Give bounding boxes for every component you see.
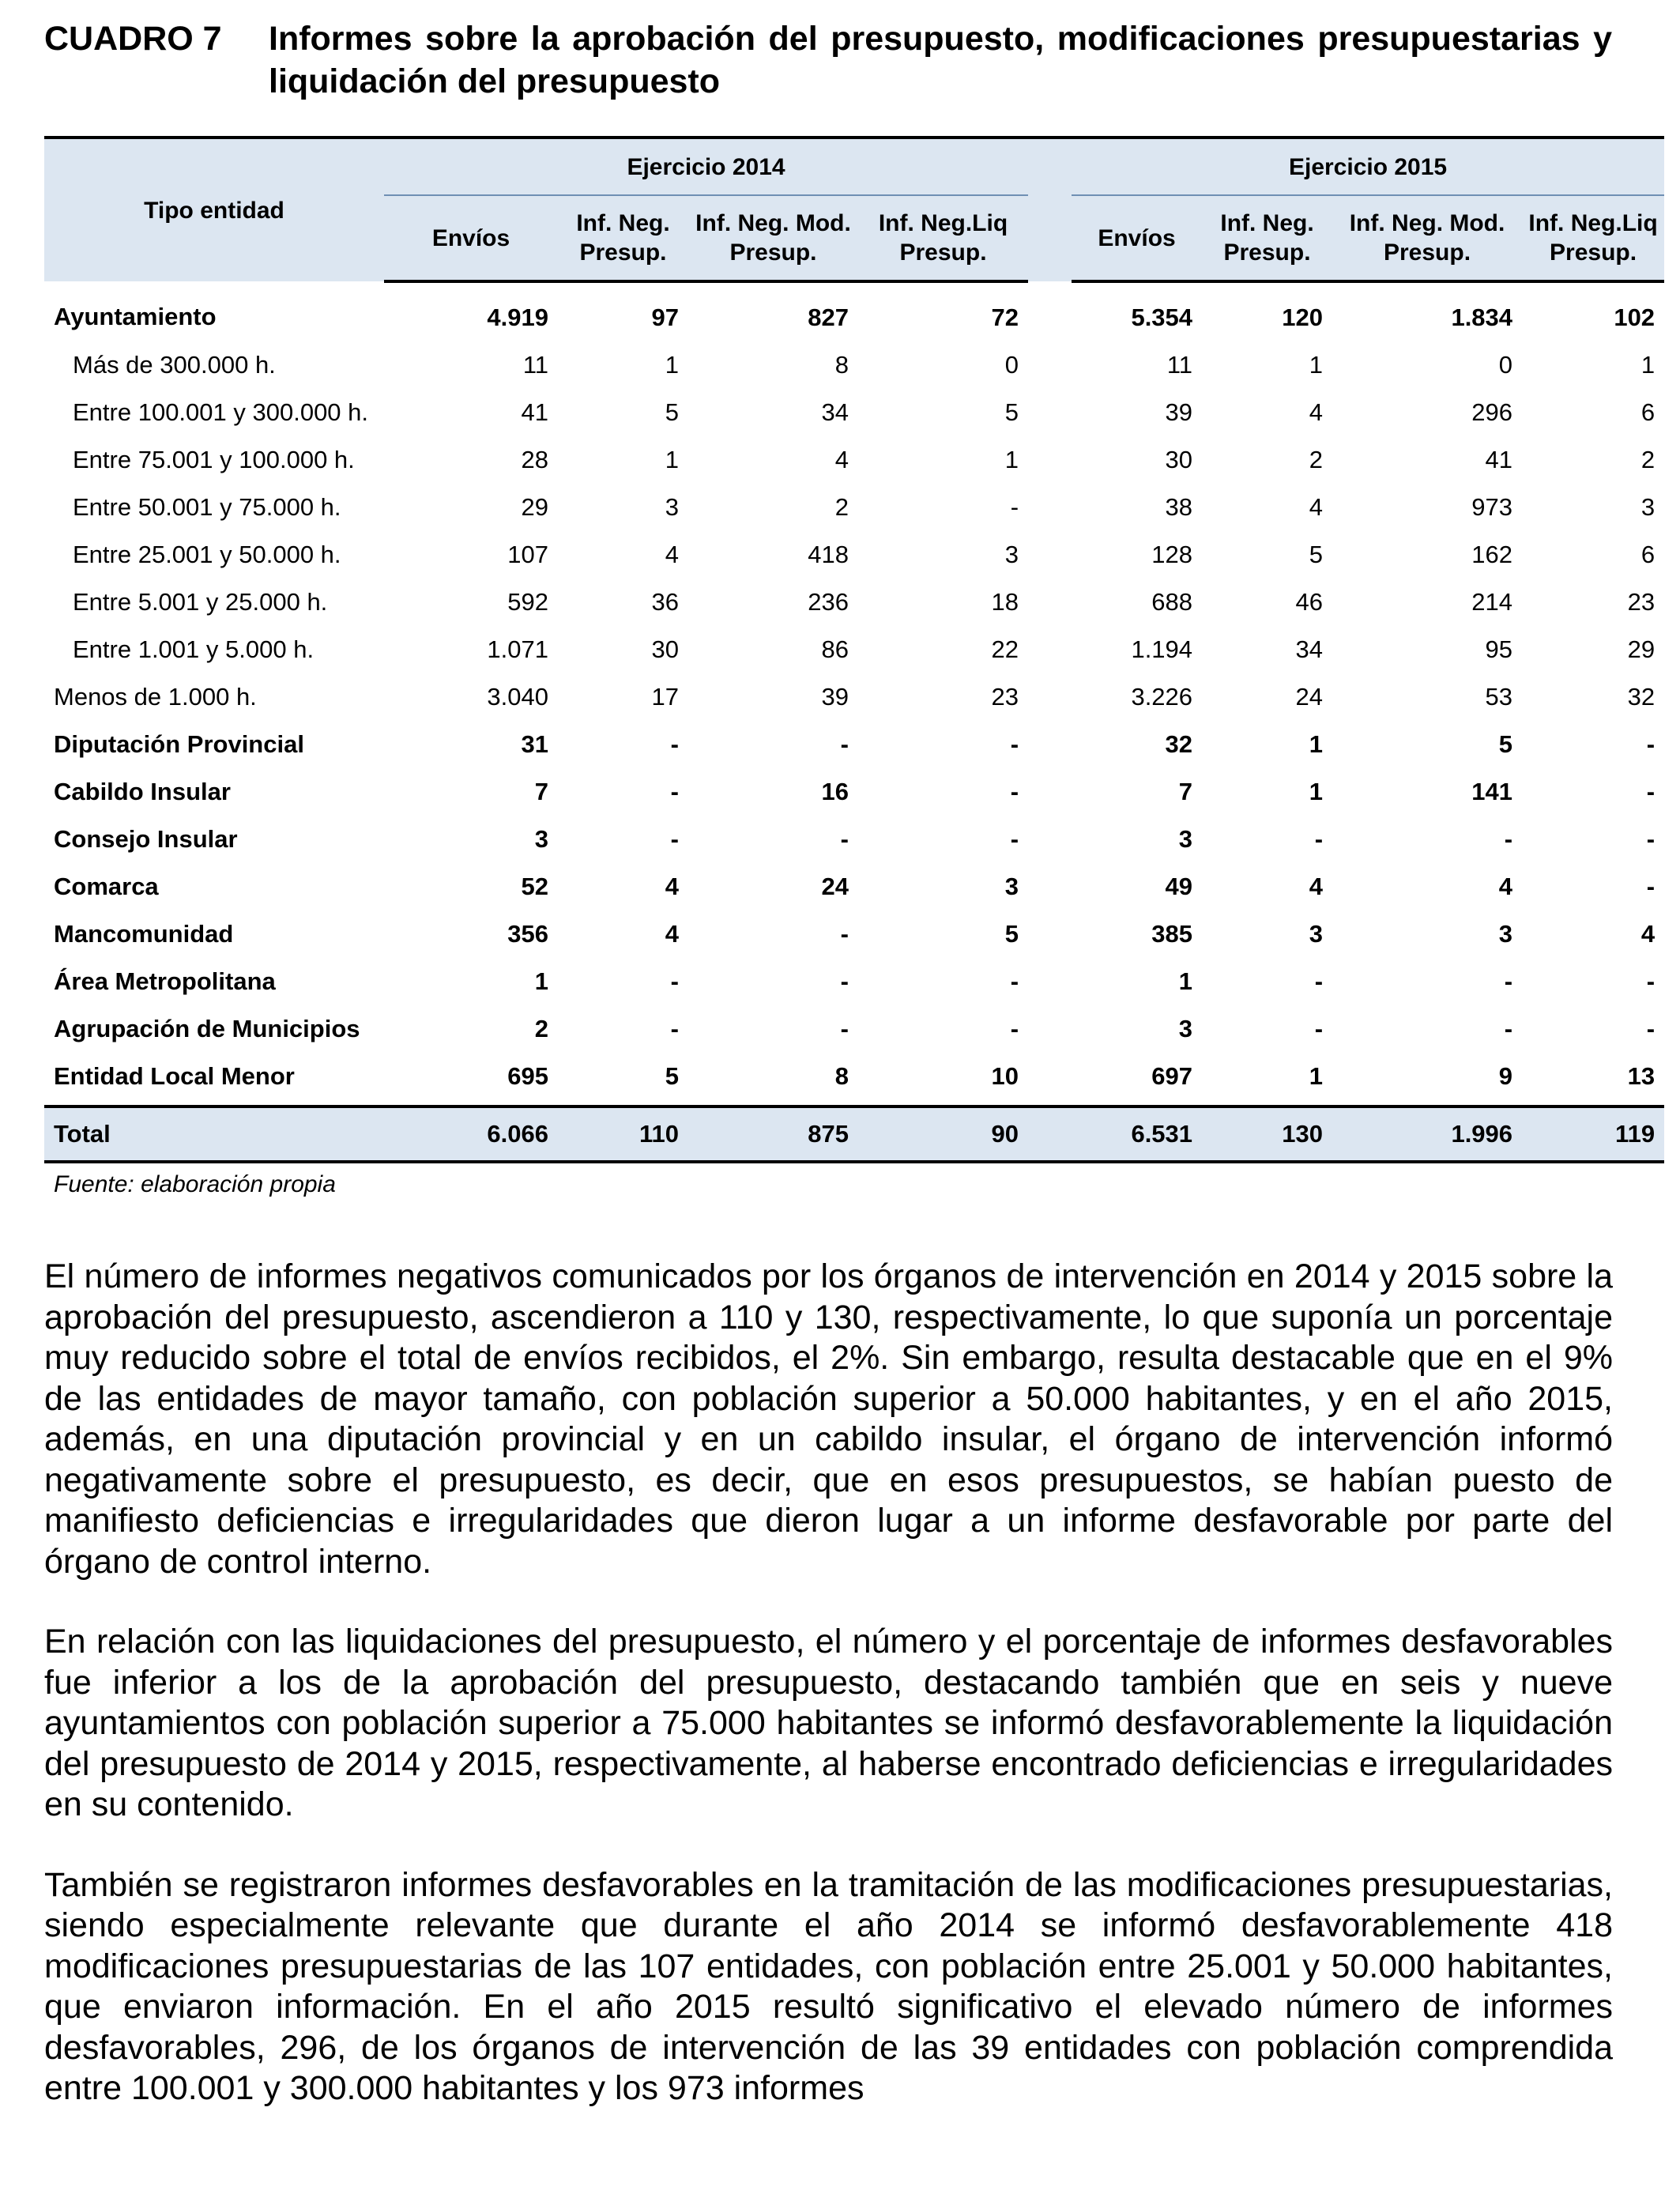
col-header-inf-neg-presup-2015: Inf. Neg. Presup. [1202,195,1332,281]
cell-2015: 973 [1471,493,1513,521]
cell-2014: 72 [991,303,1019,331]
cell-2014: 8 [834,351,849,379]
cell-2014: 236 [808,588,849,616]
group-spacer [1028,958,1072,1005]
total-cell: 110 [558,1106,688,1162]
cell-2015: 6 [1640,398,1656,426]
total-cell: 1.996 [1332,1106,1522,1162]
cell-2015: 53 [1485,683,1513,711]
cell-2014: - [1010,493,1019,521]
cell-2015: 3 [1178,825,1193,853]
cell-2015: - [1314,967,1324,995]
cell-2014: - [1010,825,1019,853]
cell-2014: 4 [834,446,849,473]
group-spacer [1028,281,1072,341]
cell-2014: 11 [522,351,548,379]
cell-2014: 5 [665,398,679,426]
cell-2014: 5 [1004,920,1019,948]
cell-2014: - [670,778,679,805]
cell-2015: 30 [1165,446,1193,473]
cell-2014: 2 [834,493,849,521]
group-spacer [1028,1106,1072,1162]
row-label: Entre 75.001 y 100.000 h. [73,446,355,473]
group-header-2015: Ejercicio 2015 [1072,138,1664,195]
group-spacer [1028,531,1072,579]
cell-2015: 13 [1522,1053,1664,1106]
table-row [44,484,1664,531]
table-heading [44,17,1664,103]
cell-2014: 10 [858,1053,1028,1106]
cell-2015: 32 [1165,730,1193,758]
cell-2015: 1.194 [1131,635,1193,663]
row-label: Entidad Local Menor [44,1053,384,1106]
cell-2015: 1.834 [1451,303,1513,331]
cell-2015: 3 [1178,1015,1193,1042]
cell-2015: 1 [1309,778,1324,805]
table-row [44,910,1664,958]
group-spacer [1028,341,1072,389]
cell-2015: 5 [1498,730,1513,758]
cell-2014: 52 [521,873,548,900]
total-cell: 6.531 [1072,1106,1202,1162]
cell-2015: 4 [1640,920,1656,948]
cell-2015: 49 [1165,873,1193,900]
cell-2014: - [840,920,849,948]
cell-2014: 4 [665,920,679,948]
cell-2015: 3.226 [1131,683,1193,711]
cell-2015: 4 [1309,493,1324,521]
cell-2015: 1 [1309,351,1324,379]
cell-2014: 107 [507,541,548,568]
cell-2014: 28 [521,446,548,473]
col-header-inf-neg-presup-2014: Inf. Neg. Presup. [558,195,688,281]
cell-2014: 3.040 [487,683,548,711]
paragraph: En relación con las liquidaciones del presupuesto, el número y el porcentaje de informes desfavorables fue inferior a los de la aprobación del presupuesto, destacando también que en seis y nueve ayuntamientos con población superior a 75.000 habitantes se informó desfavorablemente la liquidación del presupuesto de 2014 y 2015, respectivamente, al haberse encontrado deficiencias e irregularidades en su contenido. [44,1623,1613,1823]
total-cell: 90 [858,1106,1028,1162]
cell-2015: 214 [1471,588,1513,616]
table-row [44,768,1664,816]
table-row [44,863,1664,910]
cell-2015: 46 [1295,588,1324,616]
total-cell: 875 [688,1106,858,1162]
cell-2015: - [1504,1015,1513,1042]
paragraph: También se registraron informes desfavorables en la tramitación de las modificaciones presupuestarias, siendo especialmente relevante que durante el año 2014 se informó desfavorablemente 418 modificaciones presupuestarias de las 107 entidades, con población entre 25.001 y 50.000 habitantes, que enviaron información. En el año 2015 resultó significativo el elevado número de informes desfavorables, 296, de los órganos de intervención de las 39 entidades con población comprendida entre 100.001 y 300.000 habitantes y los 973 informes [44,1865,1613,2107]
cell-2014: 4.919 [487,303,548,331]
cell-2015: 5.354 [1131,303,1193,331]
cell-2014: - [840,967,849,995]
cell-2015: 32 [1627,683,1656,711]
group-spacer [1028,816,1072,863]
total-cell: 6.066 [384,1106,558,1162]
cell-2015: 2 [1309,446,1324,473]
cell-2015: 11 [1166,351,1193,379]
cell-2015: 4 [1309,873,1324,900]
cell-2014: 17 [651,683,679,711]
cell-2015: 2 [1640,446,1656,473]
total-cell: 130 [1202,1106,1332,1162]
table-row [44,626,1664,673]
cell-2015: 24 [1295,683,1324,711]
cell-2015: 102 [1614,303,1656,331]
cell-2014: 5 [558,1053,688,1106]
cell-2015: 23 [1627,588,1656,616]
cell-2014: 827 [808,303,849,331]
cell-2014: 3 [665,493,679,521]
cell-2015: 120 [1282,303,1324,331]
cell-2014: 7 [534,778,548,805]
total-cell: 119 [1522,1106,1664,1162]
cell-2014: 356 [507,920,548,948]
cell-2015: - [1504,967,1513,995]
table-row [44,816,1664,863]
table-row [44,958,1664,1005]
row-label: Menos de 1.000 h. [54,683,257,711]
cell-2014: 418 [808,541,849,568]
document-page [44,17,1664,2107]
cell-2015: 3 [1640,493,1656,521]
table-row [44,721,1664,768]
row-label: Entre 1.001 y 5.000 h. [73,635,315,663]
cell-2014: 1 [1004,446,1019,473]
cell-2015: - [1314,1015,1324,1042]
cell-2014: 16 [821,778,849,805]
cell-2015: 128 [1151,541,1193,568]
table-row [44,673,1664,721]
table-row [44,341,1664,389]
row-label: Comarca [54,873,159,900]
group-spacer [1028,626,1072,673]
paragraph: El número de informes negativos comunicados por los órganos de intervención en 2014 y 2015 sobre la aprobación del presupuesto, ascendieron a 110 y 130, respectivamente, lo que suponía un porcentaje muy reducido sobre el total de envíos recibidos, el 2%. Sin embargo, resulta destacable que en el 9% de las entidades de mayor tamaño, con población superior a 50.000 habitantes, y en el año 2015, además, en una diputación provincial y en un cabildo insular, el órgano de intervención informó negativamente sobre el presupuesto, es decir, que en esos presupuestos, se habían puesto de manifiesto deficiencias e irregularidades que dieron lugar a un informe desfavorable por parte del órgano de control interno. [44,1257,1613,1581]
cell-2015: 41 [1485,446,1513,473]
cell-2014: 2 [534,1015,548,1042]
cell-2015: 3 [1309,920,1324,948]
cell-2014: 1 [665,446,679,473]
row-label: Entre 50.001 y 75.000 h. [73,493,341,521]
cell-2014: - [1010,967,1019,995]
row-label: Mancomunidad [54,920,234,948]
cell-2014: 3 [1004,541,1019,568]
cell-2015: - [1646,730,1656,758]
cell-2015: 162 [1471,541,1513,568]
row-label: Consejo Insular [54,825,238,853]
group-spacer [1028,768,1072,816]
col-header-inf-neg-liq-presup-2015: Inf. Neg.Liq Presup. [1522,195,1664,281]
cell-2015: 29 [1627,635,1656,663]
cell-2015: 9 [1332,1053,1522,1106]
col-header-envios-2015: Envíos [1072,195,1202,281]
table-body [44,281,1664,1106]
cell-2015: 39 [1165,398,1193,426]
cell-2014: - [670,730,679,758]
table-number: CUADRO 7 [44,20,222,58]
cell-2014: 23 [991,683,1019,711]
table-row [44,579,1664,626]
row-label: Más de 300.000 h. [73,351,276,379]
col-header-inf-neg-liq-presup-2014: Inf. Neg.Liq Presup. [858,195,1028,281]
cell-2014: 0 [1004,351,1019,379]
cell-2015: 0 [1498,351,1513,379]
cell-2014: 97 [651,303,679,331]
cell-2015: 385 [1151,920,1193,948]
cell-2014: 24 [821,873,849,900]
cell-2014: - [840,825,849,853]
cell-2014: - [670,825,679,853]
group-spacer [1028,579,1072,626]
cell-2014: 86 [821,635,849,663]
cell-2014: - [670,967,679,995]
cell-2015: 1 [1178,967,1193,995]
table-row [44,1005,1664,1053]
cell-2015: 1 [1640,351,1656,379]
cell-2015: 6 [1640,541,1656,568]
cell-2015: 1 [1202,1053,1332,1106]
table-row [44,389,1664,436]
group-spacer [1028,389,1072,436]
group-header-2014: Ejercicio 2014 [384,138,1028,195]
row-label: Entre 100.001 y 300.000 h. [73,398,369,426]
row-label: Ayuntamiento [54,303,217,330]
group-spacer [1028,1053,1072,1106]
cell-2014: 4 [665,873,679,900]
cell-2015: - [1646,873,1656,900]
group-spacer [1028,436,1072,484]
row-label: Área Metropolitana [54,967,276,995]
group-spacer [1028,673,1072,721]
cell-2014: - [1010,730,1019,758]
table-row [44,531,1664,579]
table-title: Informes sobre la aprobación del presupuesto, modificaciones presupuestarias y liquidación del presupuesto [269,20,1612,100]
row-label: Entre 5.001 y 25.000 h. [73,588,328,616]
cell-2015: 4 [1498,873,1513,900]
cell-2015: - [1314,825,1324,853]
cell-2014: 31 [521,730,548,758]
table-source-note: Fuente: elaboración propia [54,1171,336,1197]
budget-reports-table [44,136,1664,1163]
cell-2015: 5 [1309,541,1324,568]
cell-2015: 296 [1471,398,1513,426]
cell-2014: 8 [688,1053,858,1106]
total-row [44,1106,1664,1162]
row-header-tipo-entidad: Tipo entidad [44,138,384,281]
cell-2015: 38 [1165,493,1193,521]
cell-2014: 30 [651,635,679,663]
row-label: Agrupación de Municipios [54,1015,360,1042]
table-row [44,281,1664,341]
row-label: Diputación Provincial [54,730,304,758]
row-label: Cabildo Insular [54,778,231,805]
cell-2014: 1 [534,967,548,995]
cell-2015: 4 [1309,398,1324,426]
cell-2014: - [840,730,849,758]
cell-2015: - [1646,967,1656,995]
cell-2014: 41 [521,398,548,426]
cell-2015: 3 [1498,920,1513,948]
cell-2015: - [1646,825,1656,853]
cell-2014: 5 [1004,398,1019,426]
cell-2015: 141 [1471,778,1513,805]
group-spacer [1028,863,1072,910]
cell-2014: 39 [821,683,849,711]
cell-2014: 34 [821,398,849,426]
cell-2014: 29 [521,493,548,521]
group-spacer [1028,138,1072,281]
cell-2015: 688 [1151,588,1193,616]
group-spacer [1028,910,1072,958]
cell-2015: 34 [1295,635,1324,663]
cell-2014: 695 [384,1053,558,1106]
total-label: Total [44,1106,384,1162]
group-spacer [1028,721,1072,768]
cell-2014: 1.071 [487,635,548,663]
cell-2014: 36 [651,588,679,616]
cell-2014: - [1010,1015,1019,1042]
cell-2014: 1 [665,351,679,379]
cell-2014: 592 [507,588,548,616]
group-spacer [1028,484,1072,531]
cell-2014: - [1010,778,1019,805]
row-label: Entre 25.001 y 50.000 h. [73,541,341,568]
body-text [44,1257,1613,2149]
cell-2015: 95 [1485,635,1513,663]
col-header-inf-neg-mod-presup-2014: Inf. Neg. Mod. Presup. [688,195,858,281]
cell-2014: - [670,1015,679,1042]
cell-2015: 697 [1072,1053,1202,1106]
cell-2015: 1 [1309,730,1324,758]
cell-2015: 7 [1178,778,1193,805]
cell-2015: - [1646,778,1656,805]
cell-2015: - [1504,825,1513,853]
cell-2014: 3 [1004,873,1019,900]
table-row [44,1053,1664,1106]
col-header-envios-2014: Envíos [384,195,558,281]
table-row [44,436,1664,484]
col-header-inf-neg-mod-presup-2015: Inf. Neg. Mod. Presup. [1332,195,1522,281]
cell-2014: - [840,1015,849,1042]
group-spacer [1028,1005,1072,1053]
cell-2014: 3 [534,825,548,853]
cell-2014: 22 [991,635,1019,663]
cell-2015: - [1646,1015,1656,1042]
cell-2014: 18 [991,588,1019,616]
cell-2014: 4 [665,541,679,568]
